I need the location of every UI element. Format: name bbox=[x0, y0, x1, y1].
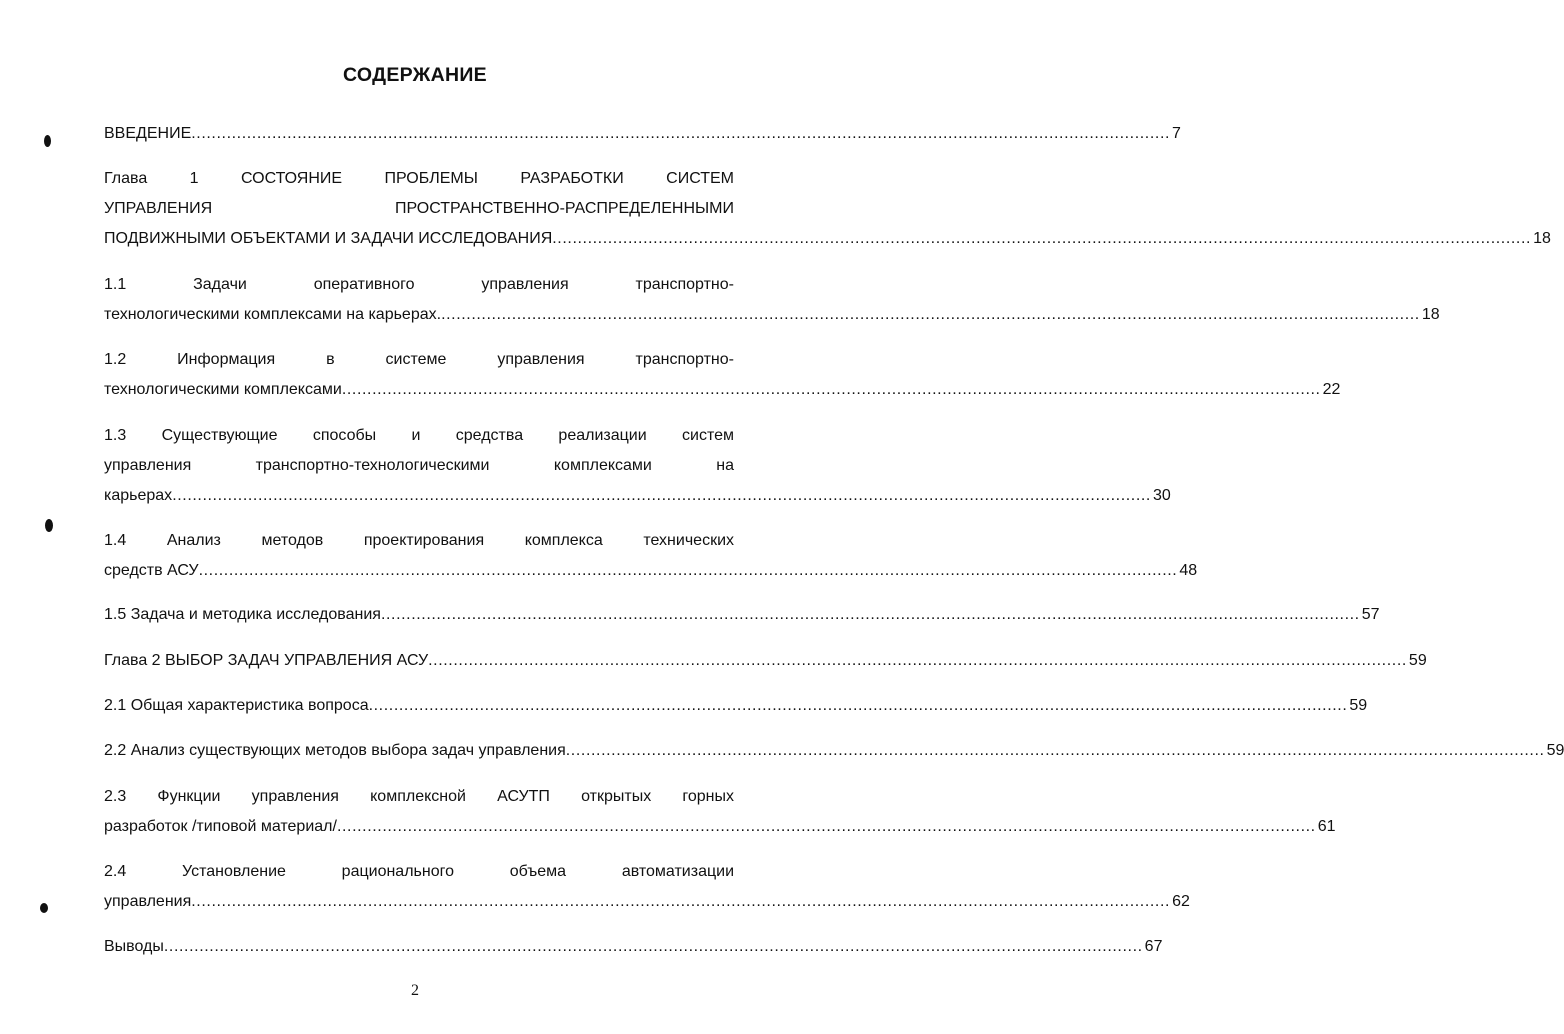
toc-entry-page: 7 bbox=[1172, 125, 1181, 142]
toc-entry-title: управления bbox=[104, 893, 192, 910]
dot-leader: .................................................................................................................................................................................................. bbox=[172, 487, 1151, 504]
toc-entry-1-2[interactable] bbox=[104, 380, 1341, 400]
dot-leader: .................................................................................................................................................................................................. bbox=[428, 652, 1407, 669]
toc-entry-title: Выводы bbox=[104, 938, 164, 955]
toc-entry-page: 59 bbox=[1408, 652, 1427, 669]
toc-entry-page: 61 bbox=[1317, 818, 1336, 835]
toc-entry-line: УПРАВЛЕНИЯ ПРОСТРАНСТВЕННО-РАСПРЕДЕЛЕННЫМИ bbox=[104, 200, 734, 217]
toc-entry-2-2[interactable] bbox=[104, 741, 1564, 761]
toc-entry-page: 57 bbox=[1361, 606, 1380, 623]
toc-entry-title: технологическими комплексами на карьерах. bbox=[104, 306, 442, 323]
toc-entry-title: 2.1 Общая характеристика вопроса bbox=[104, 697, 369, 714]
dot-leader: .................................................................................................................................................................................................. bbox=[368, 697, 1348, 714]
scan-mark bbox=[44, 135, 51, 147]
dot-leader: .................................................................................................................................................................................................. bbox=[198, 562, 1178, 579]
toc-entry-title: ПОДВИЖНЫМИ ОБЪЕКТАМИ И ЗАДАЧИ ИССЛЕДОВАНИЯ bbox=[104, 230, 553, 247]
toc-entry-title: технологическими комплексами bbox=[104, 381, 342, 398]
toc-entry-2-3[interactable] bbox=[104, 817, 1336, 837]
dot-leader: .................................................................................................................................................................................................. bbox=[336, 818, 1316, 835]
toc-entry-line: 1.2 Информация в системе управления транспортно- bbox=[104, 351, 734, 368]
toc-entry-page: 22 bbox=[1322, 381, 1341, 398]
toc-entry-1-1[interactable] bbox=[104, 305, 1440, 325]
dot-leader: .................................................................................................................................................................................................. bbox=[441, 306, 1420, 323]
scan-mark bbox=[40, 903, 48, 913]
toc-entry-line: 1.1 Задачи оперативного управления транспортно- bbox=[104, 276, 734, 293]
toc-entry-line: 2.4 Установление рационального объема автоматизации bbox=[104, 863, 734, 880]
toc-entry-line: 1.4 Анализ методов проектирования комплекса технических bbox=[104, 532, 734, 549]
dot-leader: .................................................................................................................................................................................................. bbox=[341, 381, 1321, 398]
toc-entry-title: карьерах bbox=[104, 487, 173, 504]
toc-entry-conclusions[interactable] bbox=[104, 937, 1163, 957]
toc-entry-2-1[interactable] bbox=[104, 696, 1368, 716]
toc-entry-title: Глава 2 ВЫБОР ЗАДАЧ УПРАВЛЕНИЯ АСУ bbox=[104, 652, 429, 669]
toc-entry-line: 1.3 Существующие способы и средства реализации систем bbox=[104, 427, 734, 444]
toc-entry-title: ВВЕДЕНИЕ bbox=[104, 125, 192, 142]
dot-leader: .................................................................................................................................................................................................. bbox=[565, 742, 1545, 759]
toc-entry-chapter-1[interactable] bbox=[104, 229, 1551, 249]
toc-entry-page: 18 bbox=[1533, 230, 1551, 247]
toc-entry-page: 18 bbox=[1421, 306, 1440, 323]
dot-leader: .................................................................................................................................................................................................. bbox=[191, 125, 1171, 142]
dot-leader: .................................................................................................................................................................................................. bbox=[380, 606, 1360, 623]
toc-entry-page: 48 bbox=[1179, 562, 1198, 579]
toc-entry-1-4[interactable] bbox=[104, 561, 1198, 581]
page-number: 2 bbox=[411, 982, 419, 999]
toc-entry-page: 59 bbox=[1546, 742, 1564, 759]
toc-entry-1-3[interactable] bbox=[104, 486, 1171, 506]
toc-entry-line: 2.3 Функции управления комплексной АСУТП открытых горных bbox=[104, 788, 734, 805]
toc-entry-chapter-2[interactable] bbox=[104, 651, 1427, 671]
toc-entry-title: разработок /типовой материал/ bbox=[104, 818, 337, 835]
dot-leader: .................................................................................................................................................................................................. bbox=[163, 938, 1143, 955]
toc-entry-page: 59 bbox=[1349, 697, 1368, 714]
toc-entry-title: средств АСУ bbox=[104, 562, 199, 579]
toc-entry-2-4[interactable] bbox=[104, 892, 1190, 912]
toc-entry-introduction[interactable] bbox=[104, 124, 1181, 144]
dot-leader: .................................................................................................................................................................................................. bbox=[552, 230, 1532, 247]
page-title: СОДЕРЖАНИЕ bbox=[343, 64, 487, 86]
toc-entry-title: 1.5 Задача и методика исследования bbox=[104, 606, 381, 623]
scan-mark bbox=[45, 519, 53, 532]
toc-entry-title: 2.2 Анализ существующих методов выбора задач управления bbox=[104, 742, 566, 759]
toc-entry-1-5[interactable] bbox=[104, 605, 1380, 625]
dot-leader: .................................................................................................................................................................................................. bbox=[191, 893, 1171, 910]
toc-entry-line: управления транспортно-технологическими комплексами на bbox=[104, 457, 734, 474]
toc-entry-page: 62 bbox=[1172, 893, 1190, 910]
toc-entry-page: 67 bbox=[1144, 938, 1163, 955]
toc-entry-page: 30 bbox=[1152, 487, 1171, 504]
toc-entry-line: Глава 1 СОСТОЯНИЕ ПРОБЛЕМЫ РАЗРАБОТКИ СИСТЕМ bbox=[104, 170, 734, 187]
